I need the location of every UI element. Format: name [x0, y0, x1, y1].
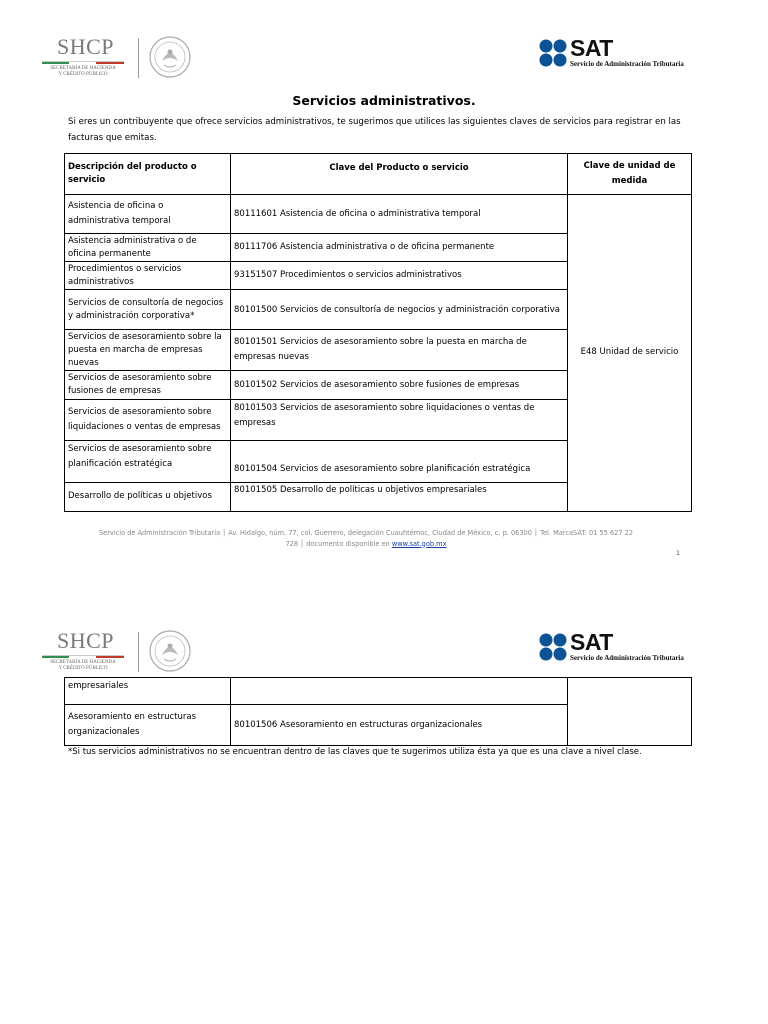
row-description: Servicios de asesoramiento sobre fusiones de empresas — [65, 371, 231, 399]
header-description: Descripción del producto o servicio — [65, 154, 231, 195]
unit-cell: E48 Unidad de servicio — [568, 195, 692, 512]
row-clave: 93151507 Procedimientos o servicios administrativos — [231, 262, 568, 290]
unit-cell — [568, 678, 692, 746]
logo-divider — [138, 38, 139, 78]
shcp-logo-subtitle: SECRETARÍA DE HACIENDA Y CRÉDITO PÚBLICO — [50, 66, 116, 77]
row-description: empresariales — [65, 678, 231, 705]
row-clave: 80101500 Servicios de consultoría de negocios y administración corporativa — [231, 290, 568, 330]
row-description: Servicios de consultoría de negocios y administración corporativa* — [65, 290, 231, 330]
sat-website-link[interactable]: www.sat.gob.mx — [391, 539, 447, 548]
row-clave — [231, 678, 568, 705]
row-description: Asesoramiento en estructuras organizacionales — [65, 705, 231, 746]
mexico-seal-icon — [148, 629, 192, 673]
row-description: Servicios de asesoramiento sobre la puesta en marcha de empresas nuevas — [65, 330, 231, 371]
row-description: Servicios de asesoramiento sobre liquidaciones o ventas de empresas — [65, 399, 231, 440]
shcp-logo — [42, 36, 137, 78]
row-description: Desarrollo de políticas u objetivos — [65, 482, 231, 511]
row-clave: 80101506 Asesoramiento en estructuras organizacionales — [231, 705, 568, 746]
shcp-logo-subtitle: SECRETARÍA DE HACIENDA Y CRÉDITO PÚBLICO — [50, 660, 116, 671]
page-title: Servicios administrativos. — [292, 93, 476, 108]
footer-address: Servicio de Administración Tributaria │ Av. Hidalgo, núm. 77, col. Guerrero, delegación Cuauhtémoc, Ciudad de México, c. p. 06300 │ Tel. MarcaSAT: 01 55 627 22 — [98, 529, 634, 537]
row-description: Servicios de asesoramiento sobre planificación estratégica — [65, 440, 231, 482]
page-footer — [64, 528, 668, 549]
sat-logo — [538, 629, 698, 666]
sat-logo — [538, 35, 698, 72]
shcp-logo-word: SHCP — [57, 34, 115, 59]
row-description: Asistencia de oficina o administrativa temporal — [65, 195, 231, 234]
mexico-seal-icon — [148, 35, 192, 79]
header-unidad: Clave de unidad de medida — [568, 154, 692, 195]
page-header — [0, 624, 768, 676]
row-description: Asistencia administrativa o de oficina permanente — [65, 234, 231, 262]
sat-logo-word: SAT — [570, 629, 613, 655]
page-number: 1 — [676, 549, 681, 557]
page-header — [0, 30, 768, 82]
row-description: Procedimientos o servicios administrativos — [65, 262, 231, 290]
row-clave: 80101501 Servicios de asesoramiento sobre la puesta en marcha de empresas nuevas — [231, 330, 568, 371]
table-header-row — [65, 154, 692, 195]
row-clave: 80101502 Servicios de asesoramiento sobre fusiones de empresas — [231, 371, 568, 399]
shcp-logo — [42, 630, 137, 672]
services-table — [64, 153, 692, 512]
table-row — [65, 195, 692, 234]
sat-dots-icon — [538, 632, 568, 662]
services-table-continued — [64, 677, 692, 746]
footer-phone-tail: 728 │ documento disponible en — [285, 539, 390, 548]
logo-divider — [138, 632, 139, 672]
row-clave: 80101504 Servicios de asesoramiento sobre planificación estratégica — [231, 440, 568, 482]
row-clave: 80101503 Servicios de asesoramiento sobre liquidaciones o ventas de empresas — [231, 399, 568, 440]
row-clave: 80111706 Asistencia administrativa o de oficina permanente — [231, 234, 568, 262]
intro-paragraph: Si eres un contribuyente que ofrece servicios administrativos, te sugerimos que utilices las siguientes claves de servicios para registrar en las facturas que emitas. — [68, 117, 681, 143]
sat-logo-subtitle: Servicio de Administración Tributaria — [570, 654, 684, 662]
shcp-logo-word: SHCP — [57, 628, 115, 653]
row-clave: 80111601 Asistencia de oficina o administrativa temporal — [231, 195, 568, 234]
table-row — [65, 678, 692, 705]
sat-logo-subtitle: Servicio de Administración Tributaria — [570, 60, 684, 68]
header-clave: Clave del Producto o servicio — [231, 154, 568, 195]
row-clave: 80101505 Desarrollo de políticas u objetivos empresariales — [231, 482, 568, 511]
footnote: *Si tus servicios administrativos no se encuentran dentro de las claves que te sugerimos utiliza ésta ya que es una clave a nivel clase. — [68, 747, 642, 757]
sat-logo-word: SAT — [570, 35, 613, 61]
sat-dots-icon — [538, 38, 568, 68]
